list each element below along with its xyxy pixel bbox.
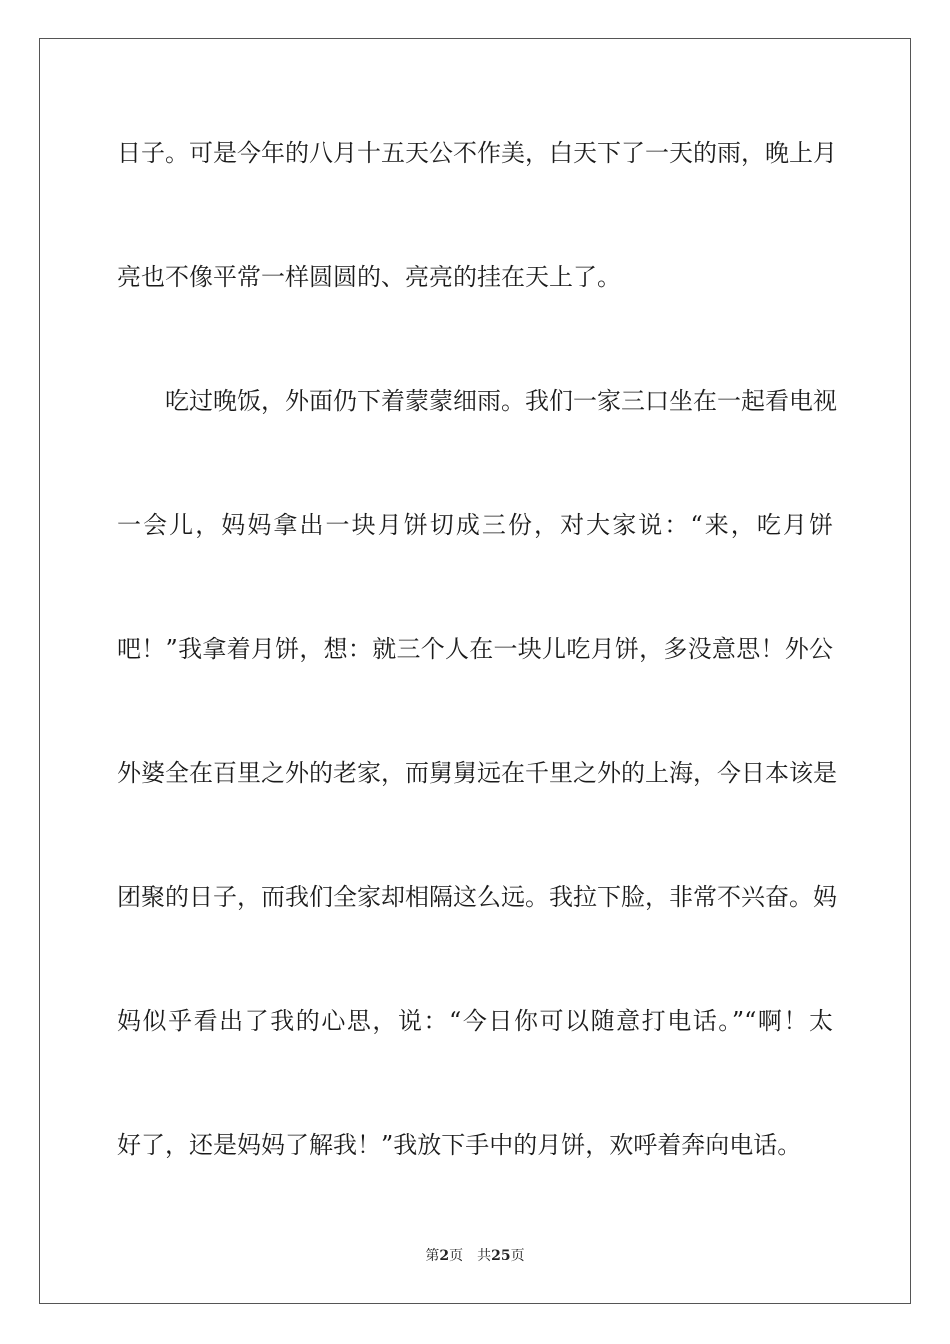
- text-line-3: 吃过晚饭，外面仍下着蒙蒙细雨。我们一家三口坐在一起看电视: [165, 387, 837, 415]
- page-suffix: 页: [449, 1248, 464, 1264]
- text-line-1: 日子。可是今年的八月十五天公不作美，白天下了一天的雨，晚上月: [117, 139, 837, 167]
- total-prefix: 共: [477, 1248, 492, 1264]
- text-line-7: 团聚的日子，而我们全家却相隔这么远。我拉下脸，非常不兴奋。妈: [117, 883, 837, 911]
- text-line-5: 吧！”我拿着月饼，想：就三个人在一块儿吃月饼，多没意思！外公: [117, 635, 833, 663]
- page-prefix: 第: [425, 1248, 440, 1264]
- page-border: [39, 38, 911, 1304]
- total-suffix: 页: [510, 1248, 525, 1264]
- text-line-4: 一会儿，妈妈拿出一块月饼切成三份，对大家说：“来，吃月饼: [117, 511, 833, 539]
- total-pages: 25: [491, 1248, 511, 1264]
- text-line-6: 外婆全在百里之外的老家，而舅舅远在千里之外的上海，今日本该是: [117, 759, 837, 787]
- page-number: 2: [439, 1248, 450, 1264]
- text-line-9: 好了，还是妈妈了解我！”我放下手中的月饼，欢呼着奔向电话。: [117, 1131, 802, 1159]
- text-line-8: 妈似乎看出了我的心思，说：“今日你可以随意打电话。”“啊！太: [117, 1007, 833, 1035]
- text-line-2: 亮也不像平常一样圆圆的、亮亮的挂在天上了。: [117, 263, 621, 291]
- page-footer: [0, 1247, 950, 1265]
